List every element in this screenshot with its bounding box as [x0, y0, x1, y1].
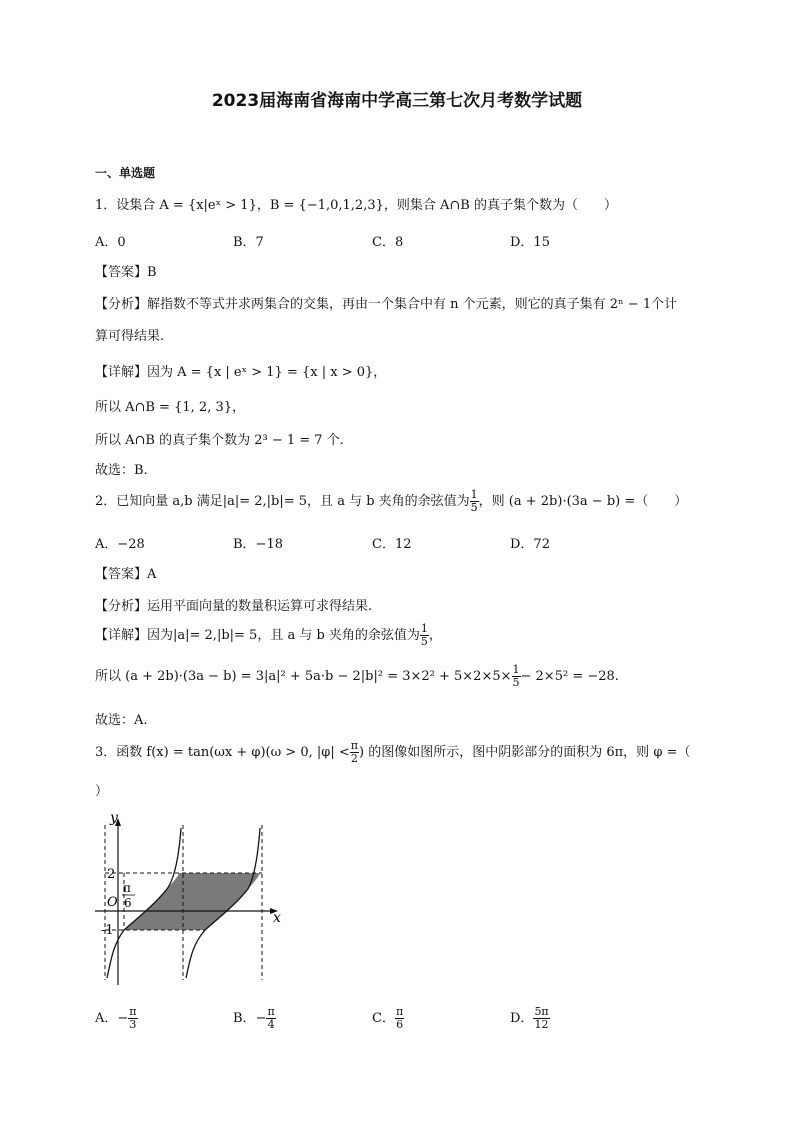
tick-label-pi: π — [123, 881, 131, 895]
tick-label-neg1: -1 — [101, 923, 114, 938]
q2-stem-part2: ，则 (a + 2b)·(3a − b) =（ ） — [478, 494, 688, 509]
fraction-one-fifth: $\frac{1}{5}$ — [512, 663, 520, 689]
q2-conclusion: 故选：A. — [95, 713, 148, 728]
q2-analysis: 【分析】运用平面向量的数量积运算可求得结果. — [95, 599, 373, 614]
q1-option-b: B．7 — [233, 235, 264, 250]
q1-detail-line2: 所以 A∩B = {1, 2, 3}， — [95, 400, 246, 415]
q1-option-d: D．15 — [510, 235, 550, 250]
page-title: 2023届海南省海南中学高三第七次月考数学试题 — [211, 91, 583, 111]
q2-answer: 【答案】A — [95, 567, 157, 582]
q2-option-b: B．−18 — [233, 537, 283, 552]
q2-option-a: A．−28 — [95, 537, 145, 552]
origin-label: O — [107, 895, 118, 910]
q3-option-b: B．− $\frac{\pi}{4}$ — [233, 1005, 275, 1031]
q1-analysis-line1: 【分析】解指数不等式并求两集合的交集，再由一个集合中有 n 个元素，则它的真子集有 2ⁿ − 1个计 — [95, 297, 678, 312]
q2-stem — [95, 489, 687, 514]
q2-detail-line1: 【详解】因为|a|= 2,|b|= 5，且 a 与 b 夹角的余弦值为 $\frac{1}{5}$ ， — [95, 622, 442, 648]
tangent-graph — [95, 810, 295, 990]
q2-option-d: D．72 — [510, 537, 550, 552]
q3-stem-line2: ） — [95, 784, 109, 799]
q1-option-a: A．0 — [95, 235, 126, 250]
q1-detail-line3: 所以 A∩B 的真子集个数为 2³ − 1 = 7 个. — [95, 433, 344, 448]
shaded-area — [124, 873, 260, 930]
q2-stem-part1: 2．已知向量 a,b 满足|a|= 2,|b|= 5，且 a 与 b 夹角的余弦值为 — [95, 494, 470, 509]
q3-option-a: A．− $\frac{\pi}{3}$ — [95, 1005, 137, 1031]
q3-option-d: D． $\frac{5\pi}{12}$ — [510, 1005, 549, 1031]
q2-option-c: C．12 — [372, 537, 412, 552]
q3-stem-line1: 3．函数 f(x) = tan(ωx + φ)(ω > 0, |φ| < $\frac{\pi}{2}$ ) 的图像如图所示，图中阴影部分的面积为 6π，则 φ =（ — [95, 739, 691, 765]
q1-conclusion: 故选：B. — [95, 463, 148, 478]
q1-answer: 【答案】B — [95, 265, 157, 280]
q1-option-c: C．8 — [372, 235, 404, 250]
q1-stem: 1．设集合 A = {x|eˣ > 1}，B = {−1,0,1,2,3}，则集合 A∩B 的真子集个数为（ ） — [95, 198, 617, 213]
fraction-pi-over-2: $\frac{\pi}{2}$ — [350, 739, 359, 765]
q3-option-c: C． $\frac{\pi}{6}$ — [372, 1005, 404, 1031]
section-heading: 一、单选题 — [95, 166, 156, 180]
fraction-one-fifth: $\frac{1}{5}$ — [470, 488, 478, 514]
tick-label-2: 2 — [107, 867, 116, 882]
x-label: x — [273, 910, 281, 926]
q2-calculation: 所以 (a + 2b)·(3a − b) = 3|a|² + 5a·b − 2|b|² = 3×2² + 5×2×5× $\frac{1}{5}$ − 2×5² = −28. — [95, 663, 619, 689]
q1-analysis-line2: 算可得结果. — [95, 329, 165, 344]
fraction-one-fifth: $\frac{1}{5}$ — [420, 622, 428, 648]
y-label: y — [110, 810, 118, 826]
q1-detail-line1: 【详解】因为 A = {x | eˣ > 1} = {x | x > 0}， — [95, 365, 387, 380]
tick-label-6: 6 — [124, 896, 132, 910]
